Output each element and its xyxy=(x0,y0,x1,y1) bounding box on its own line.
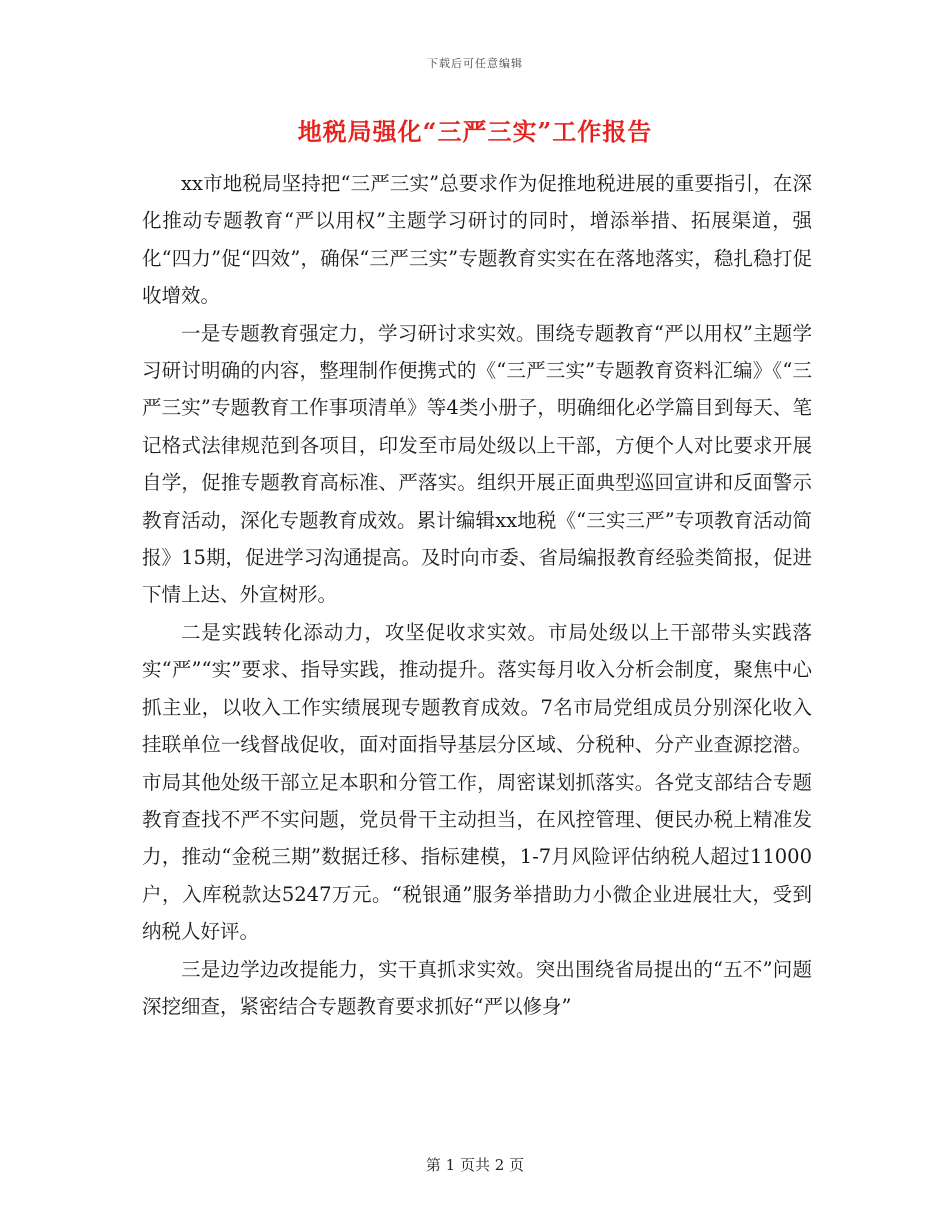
header-note: 下载后可任意编辑 xyxy=(427,57,523,70)
paragraph-point-3: 三是边学边改提能力，实干真抓求实效。突出围绕省局提出的“五不”问题深挖细查，紧密结合专题教育要求抓好“严以修身” xyxy=(142,957,812,1018)
paragraph-point-1: 一是专题教育强定力，学习研讨求实效。围绕专题教育“严以用权”主题学习研讨明确的内容，整理制作便携式的《“三严三实”专题教育资料汇编》《“三严三实”专题教育工作事项清单》等4类小册子，明确细化必学篇目到每天、笔记格式法律规范到各项目，印发至市局处级以上干部，方便个人对比要求开展自学，促推专题教育高标准、严落实。组织开展正面典型巡回宣讲和反面警示教育活动，深化专题教育成效。累计编辑xx地税《“三实三严”专项教育活动简报》15期，促进学习沟通提高。及时向市委、省局编报教育经验类简报，促进下情上达、外宣树形。 xyxy=(142,321,812,607)
document-body xyxy=(142,165,812,1025)
paragraph-intro: xx市地税局坚持把“三严三实”总要求作为促推地税进展的重要指引，在深化推动专题教育“严以用权”主题学习研讨的同时，增添举措、拓展渠道，强化“四力”促“四效”，确保“三严三实”专题教育实实在在落地落实，稳扎稳打促收增效。 xyxy=(142,172,812,308)
page-number: 第 1 页共 2 页 xyxy=(425,1156,525,1174)
document-title: 地税局强化“三严三实”工作报告 xyxy=(297,117,653,146)
paragraph-point-2: 二是实践转化添动力，攻坚促收求实效。市局处级以上干部带头实践落实“严”“实”要求、指导实践，推动提升。落实每月收入分析会制度，聚焦中心抓主业，以收入工作实绩展现专题教育成效。7名市局党组成员分别深化收入挂联单位一线督战促收，面对面指导基层分区域、分税种、分产业查源挖潜。市局其他处级干部立足本职和分管工作，周密谋划抓落实。各党支部结合专题教育查找不严不实问题，党员骨干主动担当，在风控管理、便民办税上精准发力，推动“金税三期”数据迁移、指标建模，1-7月风险评估纳税人超过11000户，入库税款达5247万元。“税银通”服务举措助力小微企业进展壮大，受到纳税人好评。 xyxy=(142,620,812,944)
